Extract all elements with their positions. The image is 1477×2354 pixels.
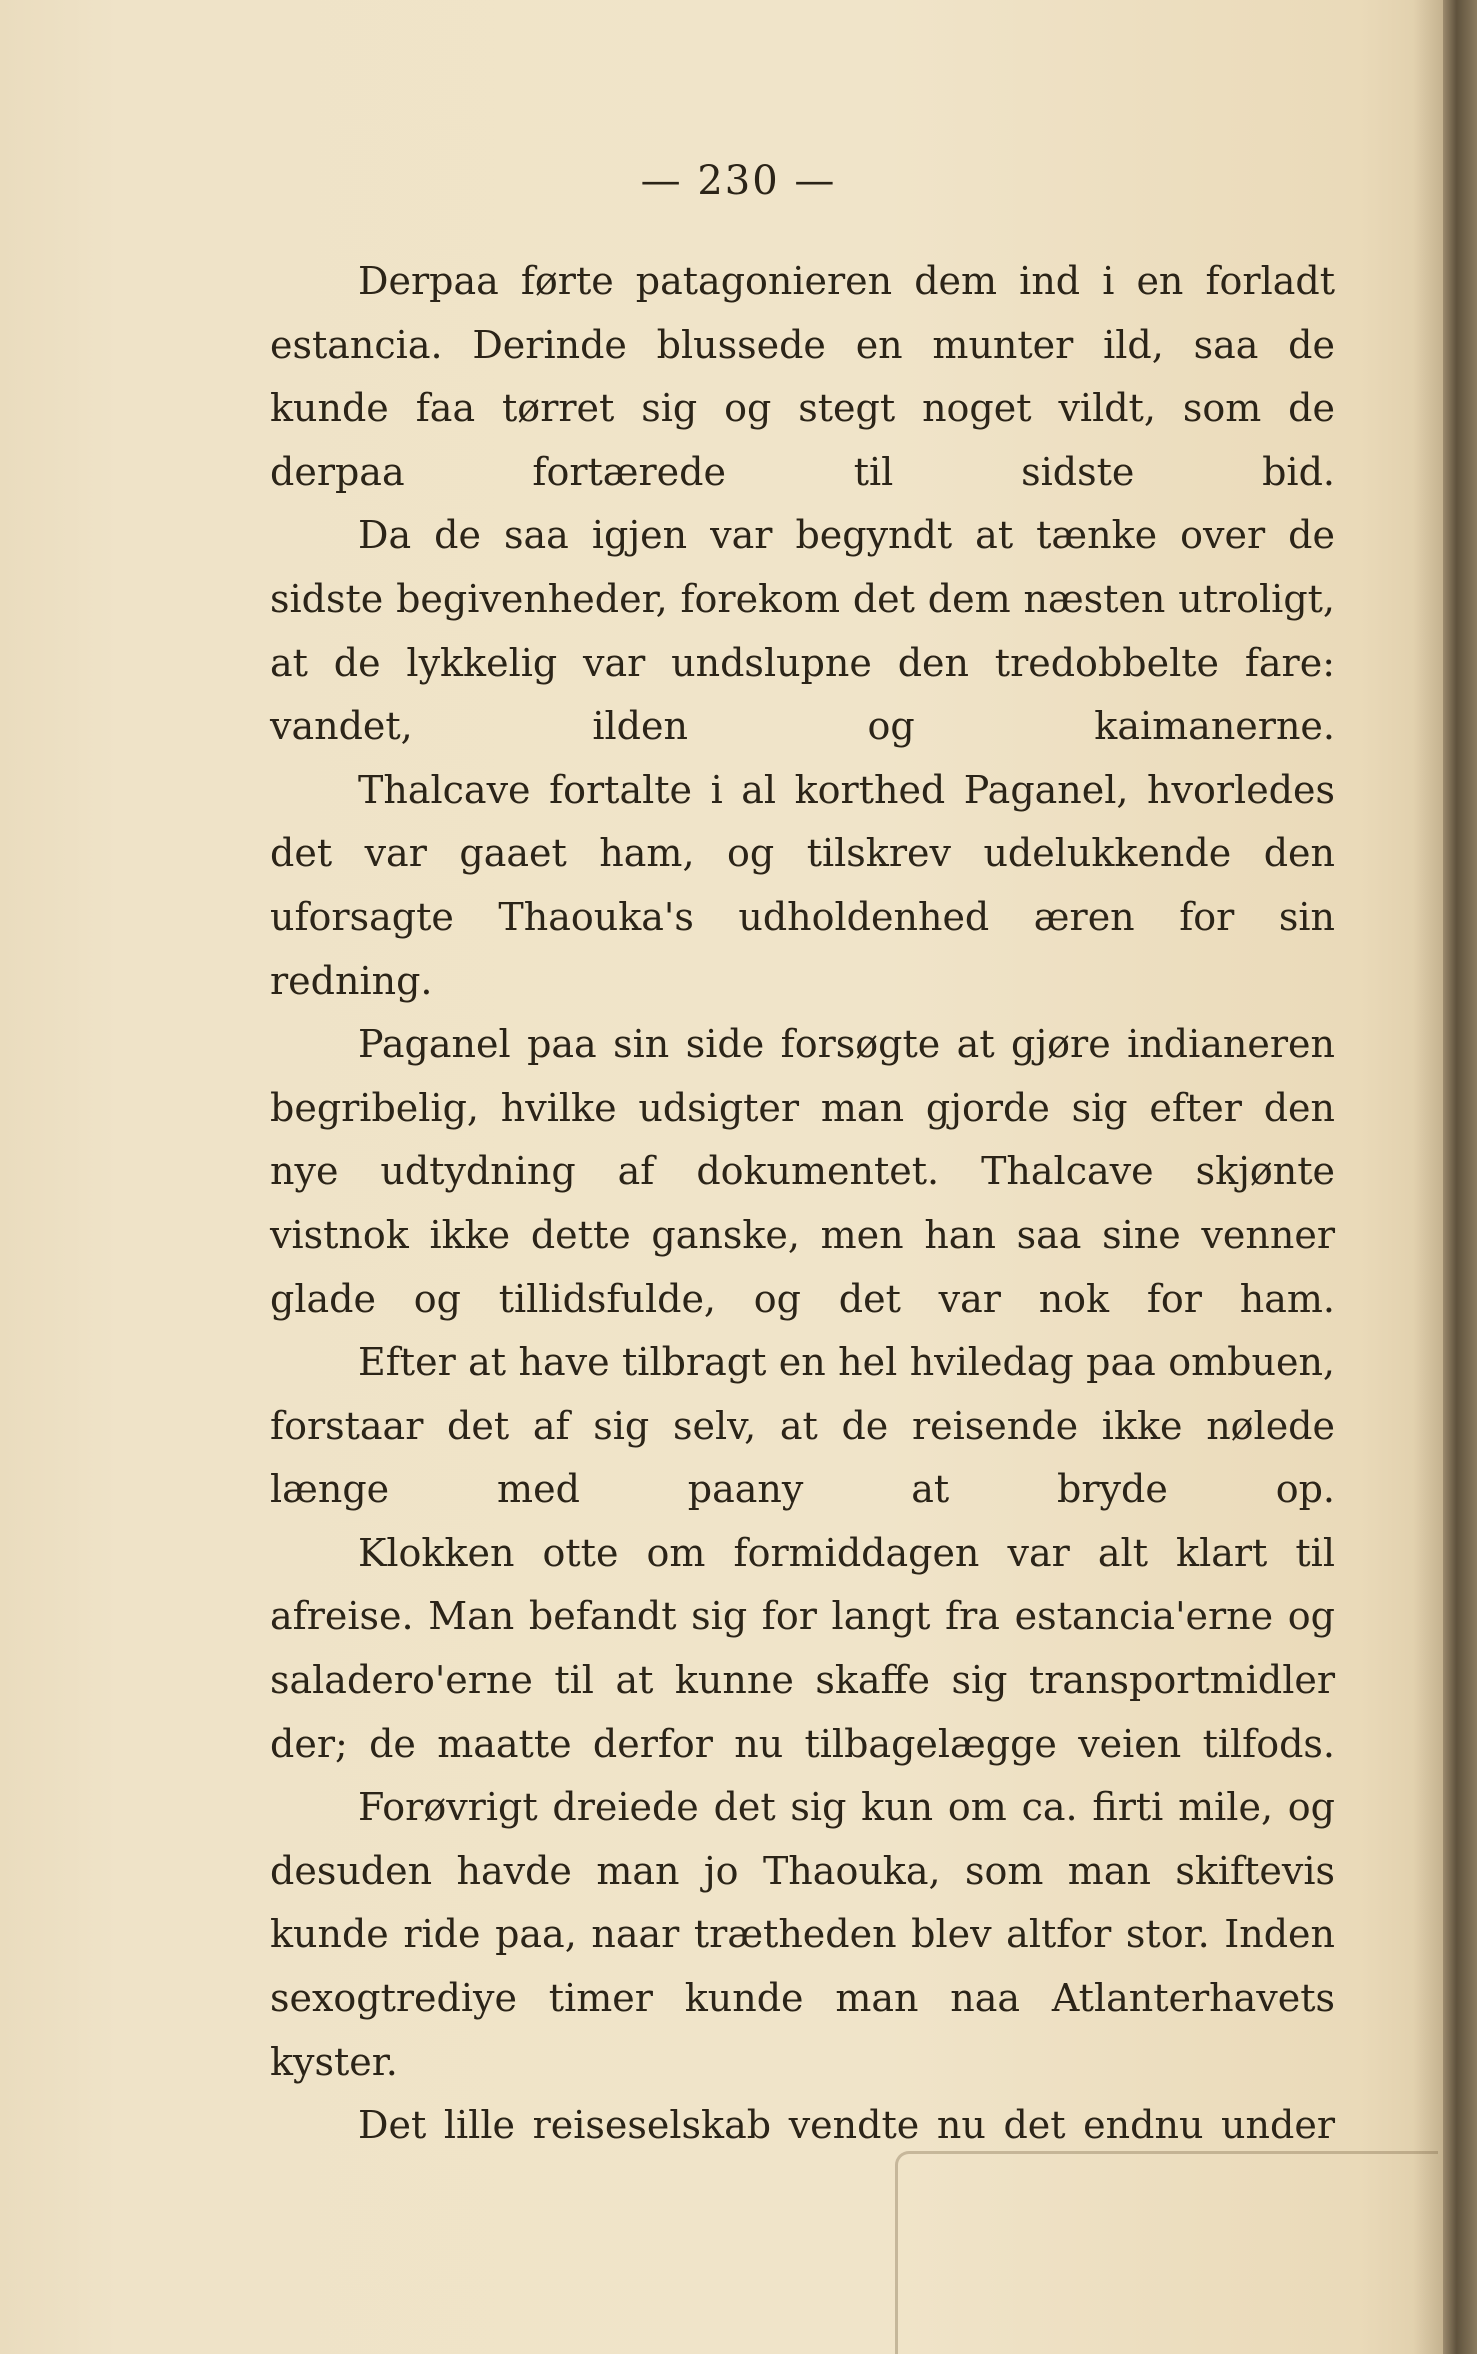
page-edge-mark [895,2151,1438,2354]
page-gutter-shadow [1413,0,1443,2354]
paragraph: Efter at have tilbragt en hel hviledag paa ombuen, forstaar det af sig selv, at de reisende ikke nølede længe med paany at bryde op. [270,1340,1335,1512]
paragraph: Forøvrigt dreiede det sig kun om ca. firti mile, og desuden havde man jo Thaouka, som man skiftevis kunde ride paa, naar trætheden blev altfor stor. Inden sexogtrediye timer kunde man naa Atlanterhavets kyster. [270,1785,1335,2084]
book-spine [1443,0,1477,2354]
body-text [270,250,1335,2158]
page-number: — 230 — [640,158,837,204]
paragraph: Thalcave fortalte i al korthed Paganel, hvorledes det var gaaet ham, og tilskrev udelukkende den uforsagte Thaouka's udholdenhed æren for sin redning. [270,767,1335,1003]
paragraph: Det lille reiseselskab vendte nu det endnu under [358,2103,1335,2148]
paragraph: Da de saa igjen var begyndt at tænke over de sidste begivenheder, forekom det dem næsten utroligt, at de lykkelig var undslupne den tredobbelte fare: vandet, ilden og kaimanerne. [270,513,1335,749]
paragraph: Klokken otte om formiddagen var alt klart til afreise. Man befandt sig for langt fra estancia'erne og saladero'erne til at kunne skaffe sig transportmidler der; de maatte derfor nu tilbagelægge veien tilfods. [270,1530,1335,1766]
paragraph: Derpaa førte patagonieren dem ind i en forladt estancia. Derinde blussede en munter ild, saa de kunde faa tørret sig og stegt noget vildt, som de derpaa fortærede til sidste bid. [270,259,1335,494]
paragraph: Paganel paa sin side forsøgte at gjøre indianeren begribelig, hvilke udsigter man gjorde sig efter den nye udtydning af dokumentet. Thalcave skjønte vistnok ikke dette ganske, men han saa sine venner glade og tillidsfulde, og det var nok for ham. [270,1022,1335,1321]
